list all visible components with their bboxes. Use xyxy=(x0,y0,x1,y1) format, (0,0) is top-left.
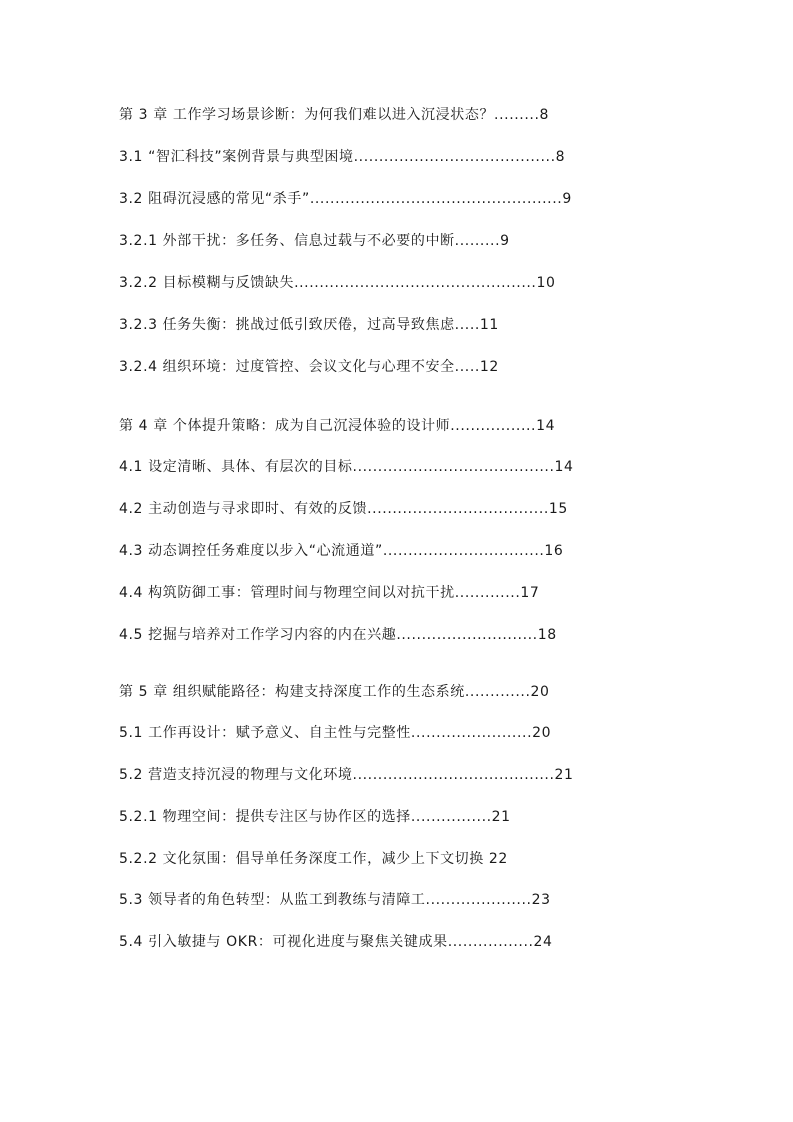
toc-entry-5-4[interactable]: 5.4 引入敏捷与 OKR：可视化进度与聚焦关键成果.................24 xyxy=(119,934,553,950)
toc-chapter-3[interactable]: 第 3 章 工作学习场景诊断：为何我们难以进入沉浸状态？.........8 xyxy=(119,107,550,123)
toc-entry-4-5[interactable]: 4.5 挖掘与培养对工作学习内容的内在兴趣............................18 xyxy=(119,627,557,643)
toc-entry-5-3[interactable]: 5.3 领导者的角色转型：从监工到教练与清障工.....................23 xyxy=(119,892,551,908)
toc-entry-4-2[interactable]: 4.2 主动创造与寻求即时、有效的反馈....................................15 xyxy=(119,501,568,517)
toc-chapter-5[interactable]: 第 5 章 组织赋能路径：构建支持深度工作的生态系统.............20 xyxy=(119,684,550,700)
toc-entry-3-2[interactable]: 3.2 阻碍沉浸感的常见“杀手”..................................................9 xyxy=(119,191,572,207)
toc-entry-5-2[interactable]: 5.2 营造支持沉浸的物理与文化环境........................................21 xyxy=(119,767,574,783)
toc-entry-4-4[interactable]: 4.4 构筑防御工事：管理时间与物理空间以对抗干扰.............17 xyxy=(119,585,540,601)
toc-entry-3-2-1[interactable]: 3.2.1 外部干扰：多任务、信息过载与不必要的中断.........9 xyxy=(119,233,510,249)
toc-chapter-4[interactable]: 第 4 章 个体提升策略：成为自己沉浸体验的设计师.................14 xyxy=(119,418,556,434)
toc-entry-4-3[interactable]: 4.3 动态调控任务难度以步入“心流通道”................................16 xyxy=(119,543,564,559)
toc-entry-5-2-1[interactable]: 5.2.1 物理空间：提供专注区与协作区的选择................21 xyxy=(119,809,511,825)
toc-entry-5-2-2[interactable]: 5.2.2 文化氛围：倡导单任务深度工作，减少上下文切换 22 xyxy=(119,851,508,867)
toc-entry-5-1[interactable]: 5.1 工作再设计：赋予意义、自主性与完整性........................20 xyxy=(119,725,552,741)
toc-entry-4-1[interactable]: 4.1 设定清晰、具体、有层次的目标........................................14 xyxy=(119,459,574,475)
toc-entry-3-2-4[interactable]: 3.2.4 组织环境：过度管控、会议文化与心理不安全.....12 xyxy=(119,359,499,375)
toc-entry-3-2-2[interactable]: 3.2.2 目标模糊与反馈缺失................................................10 xyxy=(119,275,556,291)
toc-entry-3-2-3[interactable]: 3.2.3 任务失衡：挑战过低引致厌倦，过高导致焦虑.....11 xyxy=(119,317,499,333)
toc-entry-3-1[interactable]: 3.1 “智汇科技”案例背景与典型困境........................................8 xyxy=(119,149,566,165)
